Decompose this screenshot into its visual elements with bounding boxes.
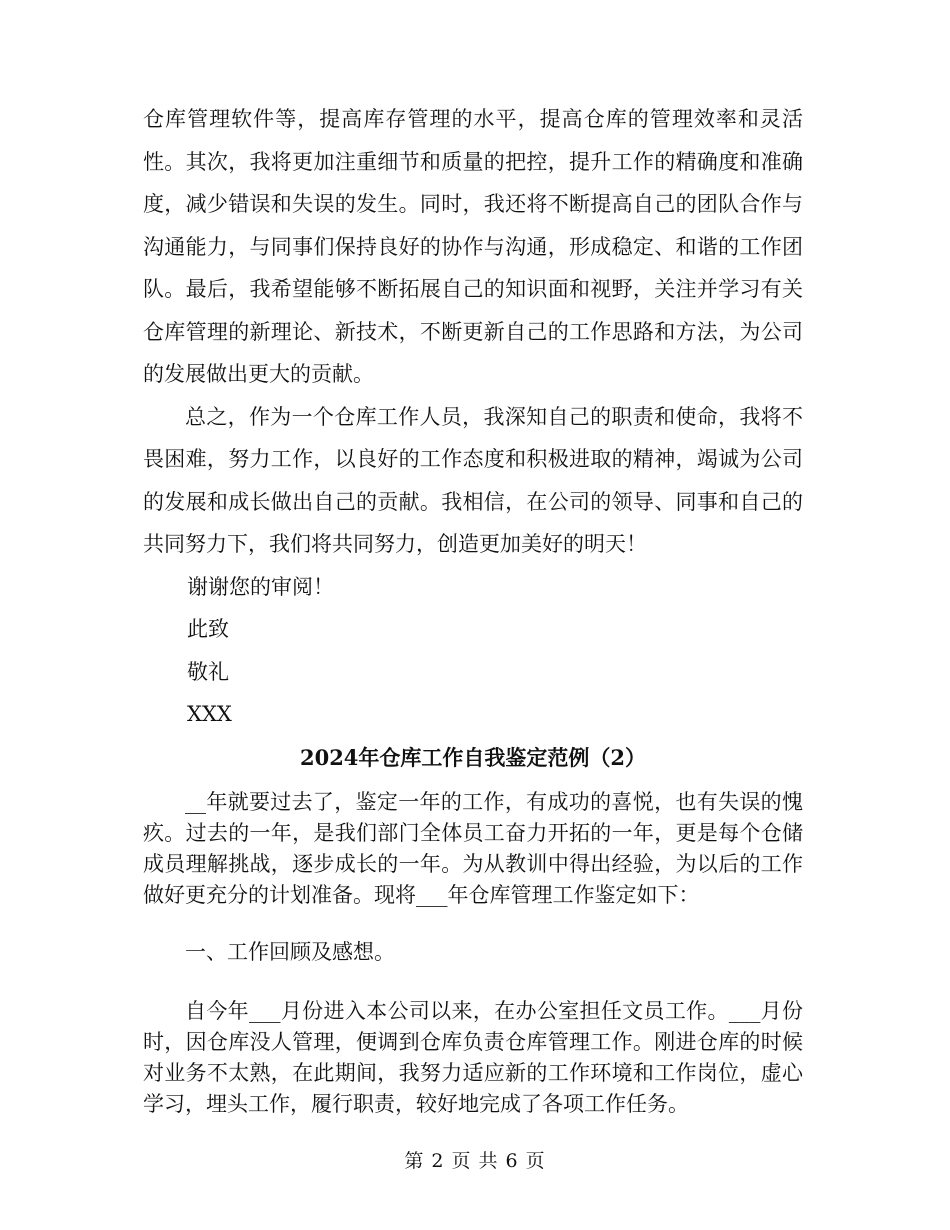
- paragraph-continuation: 仓库管理软件等，提高库存管理的水平，提高仓库的管理效率和灵活性。其次，我将更加注重细节和质量的把控，提升工作的精确度和准确度，减少错误和失误的发生。同时，我还将不断提高自己的团队合作与沟通能力，与同事们保持良好的协作与沟通，形成稳定、和谐的工作团队。最后，我希望能够不断拓展自己的知识面和视野，关注并学习有关仓库管理的新理论、新技术，不断更新自己的工作思路和方法，为公司的发展做出更大的贡献。: [143, 107, 803, 386]
- document-body: [143, 98, 803, 1120]
- page-number: 第 2 页 共 6 页: [404, 1150, 546, 1172]
- paragraph-intro: __年就要过去了，鉴定一年的工作，有成功的喜悦，也有失误的愧疚。过去的一年，是我们部门全体员工奋力开拓的一年，更是每个仓储成员理解挑战，逐步成长的一年。为从教训中得出经验，为以后的工作做好更充分的计划准备。现将___年仓库管理工作鉴定如下：: [143, 789, 803, 907]
- closing-line-2: 敬礼: [187, 659, 229, 684]
- section-title: 2024年仓库工作自我鉴定范例（2）: [299, 744, 647, 770]
- closing-line-1: 此致: [187, 617, 229, 641]
- section-heading: 一、工作回顾及感想。: [185, 939, 395, 964]
- signature: XXX: [187, 702, 232, 726]
- thanks-line: 谢谢您的审阅！: [187, 574, 334, 599]
- paragraph-review: 自今年___月份进入本公司以来，在办公室担任文员工作。___月份时，因仓库没人管理，便调到仓库负责仓库管理工作。刚进仓库的时候对业务不太熟，在此期间，我努力适应新的工作环境和工作岗位，虚心学习，埋头工作，履行职责，较好地完成了各项工作任务。: [143, 998, 803, 1116]
- paragraph-conclusion: 总之，作为一个仓库工作人员，我深知自己的职责和使命，我将不畏困难，努力工作，以良好的工作态度和积极进取的精神，竭诚为公司的发展和成长做出自己的贡献。我相信，在公司的领导、同事和自己的共同努力下，我们将共同努力，创造更加美好的明天！: [143, 404, 803, 556]
